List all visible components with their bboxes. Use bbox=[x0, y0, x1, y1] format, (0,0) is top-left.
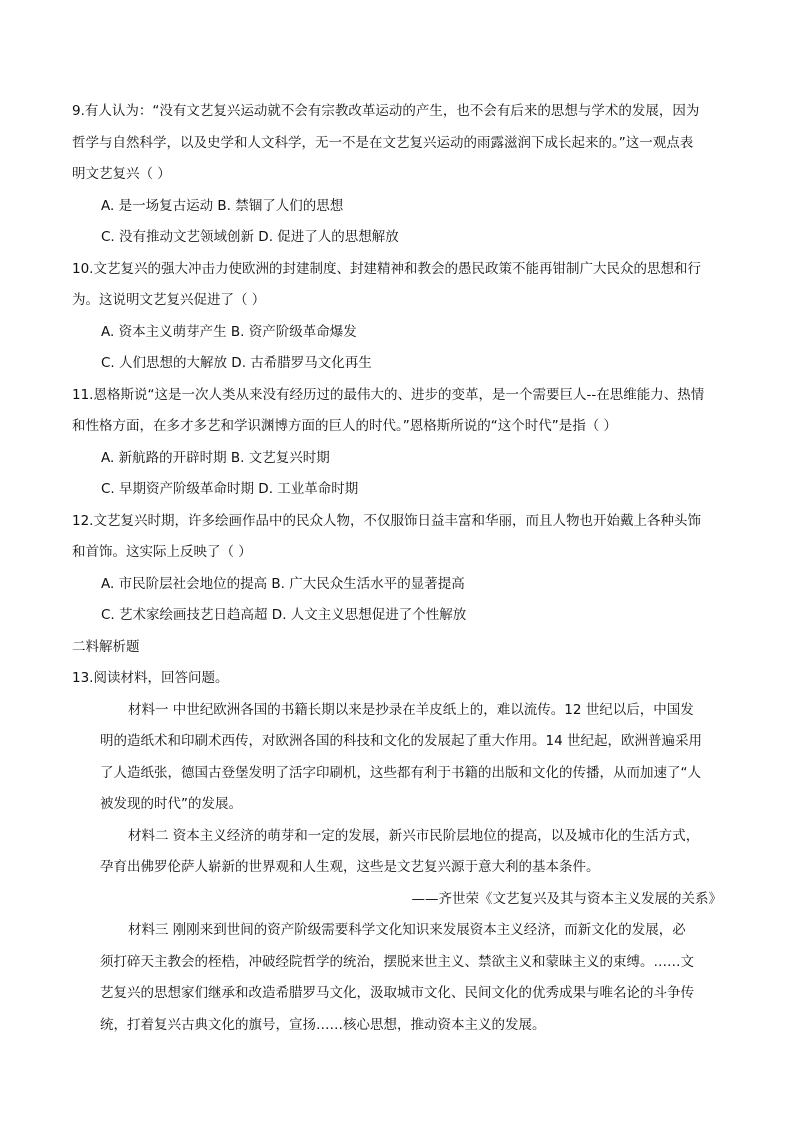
option-line: A. 市民阶层社会地位的提高 B. 广大民众生活水平的显著提高 bbox=[101, 575, 465, 592]
question-9 bbox=[72, 96, 728, 254]
material-line: 材料一 中世纪欧洲各国的书籍长期以来是抄录在羊皮纸上的，难以流传。12 世纪以后，中国发 bbox=[128, 701, 694, 718]
material-line: 明的造纸术和印刷术西传，对欧洲各国的科技和文化的发展起了重大作用。14 世纪起，欧洲普遍采用 bbox=[100, 733, 702, 749]
option-line: A. 新航路的开辟时期 B. 文艺复兴时期 bbox=[101, 449, 330, 466]
option-line: A. 资本主义萌芽产生 B. 资产阶级革命爆发 bbox=[101, 323, 357, 340]
question-stem-line: 哲学与自然科学，以及史学和人文科学，无一不是在文艺复兴运动的雨露滋润下成长起来的。”这一观点表 bbox=[72, 134, 694, 151]
material-2 bbox=[72, 821, 728, 916]
question-stem-line: 9.有人认为：“没有文艺复兴运动就不会有宗教改革运动的产生，也不会有后来的思想与学术的发展，因为 bbox=[72, 103, 700, 119]
material-line: 了人造纸张，德国古登堡发明了活字印刷机，这些都有利于书籍的出版和文化的传播，从而加速了“人 bbox=[100, 764, 701, 781]
question-stem-line: 明文艺复兴（ ） bbox=[72, 166, 171, 182]
option-line: A. 是一场复古运动 B. 禁锢了人们的思想 bbox=[101, 197, 344, 214]
option-line: C. 没有推动文艺领域创新 D. 促进了人的思想解放 bbox=[101, 229, 399, 245]
option-line: C. 人们思想的大解放 D. 古希腊罗马文化再生 bbox=[101, 355, 372, 371]
material-1 bbox=[72, 695, 728, 821]
material-source: ——齐世荣《文艺复兴及其与资本主义发展的关系》 bbox=[411, 890, 722, 907]
question-stem-line: 和性格方面，在多才多艺和学识渊博方面的巨人的时代。”恩格斯所说的“这个时代”是指（ ） bbox=[72, 418, 618, 434]
question-stem-line: 11.恩格斯说“这是一次人类从来没有经历过的最伟大的、进步的变革，是一个需要巨人--在思维能力、热情 bbox=[72, 386, 705, 403]
section-material-analysis bbox=[72, 632, 728, 1042]
material-line: 统，打着复兴古典文化的旗号，宣扬……核心思想，推动资本主义的发展。 bbox=[100, 1016, 546, 1033]
question-stem-line: 为。这说明文艺复兴促进了（ ） bbox=[72, 292, 266, 308]
material-line: 被发现的时代”的发展。 bbox=[100, 796, 242, 812]
question-stem-line: 10.文艺复兴的强大冲击力使欧洲的封建制度、封建精神和教会的愚民政策不能再钳制广大民众的思想和行 bbox=[72, 260, 701, 277]
question-11 bbox=[72, 380, 728, 506]
material-line: 须打碎天主教会的桎梏，冲破经院哲学的统治，摆脱来世主义、禁欲主义和蒙昧主义的束缚。……文 bbox=[100, 953, 694, 970]
question-stem-line: 12.文艺复兴时期，许多绘画作品中的民众人物，不仅服饰日益丰富和华丽，而且人物也开始戴上各种头饰 bbox=[72, 512, 701, 529]
option-line: C. 早期资产阶级革命时期 D. 工业革命时期 bbox=[101, 481, 359, 497]
section-title: 二料解析题 bbox=[72, 638, 140, 655]
material-line: 孕育出佛罗伦萨人崭新的世界观和人生观，这些是文艺复兴源于意大利的基本条件。 bbox=[100, 859, 600, 875]
option-line: C. 艺术家绘画技艺日趋高超 D. 人文主义思想促进了个性解放 bbox=[101, 607, 467, 623]
question-stem-line: 和首饰。这实际上反映了（ ） bbox=[72, 544, 252, 560]
question-12 bbox=[72, 506, 728, 632]
question-10 bbox=[72, 254, 728, 380]
material-line: 材料三 刚刚来到世间的资产阶级需要科学文化知识来发展资本主义经济，而新文化的发展，必 bbox=[128, 922, 686, 938]
material-line: 艺复兴的思想家们继承和改造希腊罗马文化，汲取城市文化、民间文化的优秀成果与唯名论的斗争传 bbox=[100, 985, 694, 1001]
material-line: 材料二 资本主义经济的萌芽和一定的发展，新兴市民阶层地位的提高，以及城市化的生活方式， bbox=[128, 827, 700, 844]
question-13-stem: 13.阅读材料，回答问题。 bbox=[72, 670, 229, 686]
material-3 bbox=[72, 915, 728, 1041]
